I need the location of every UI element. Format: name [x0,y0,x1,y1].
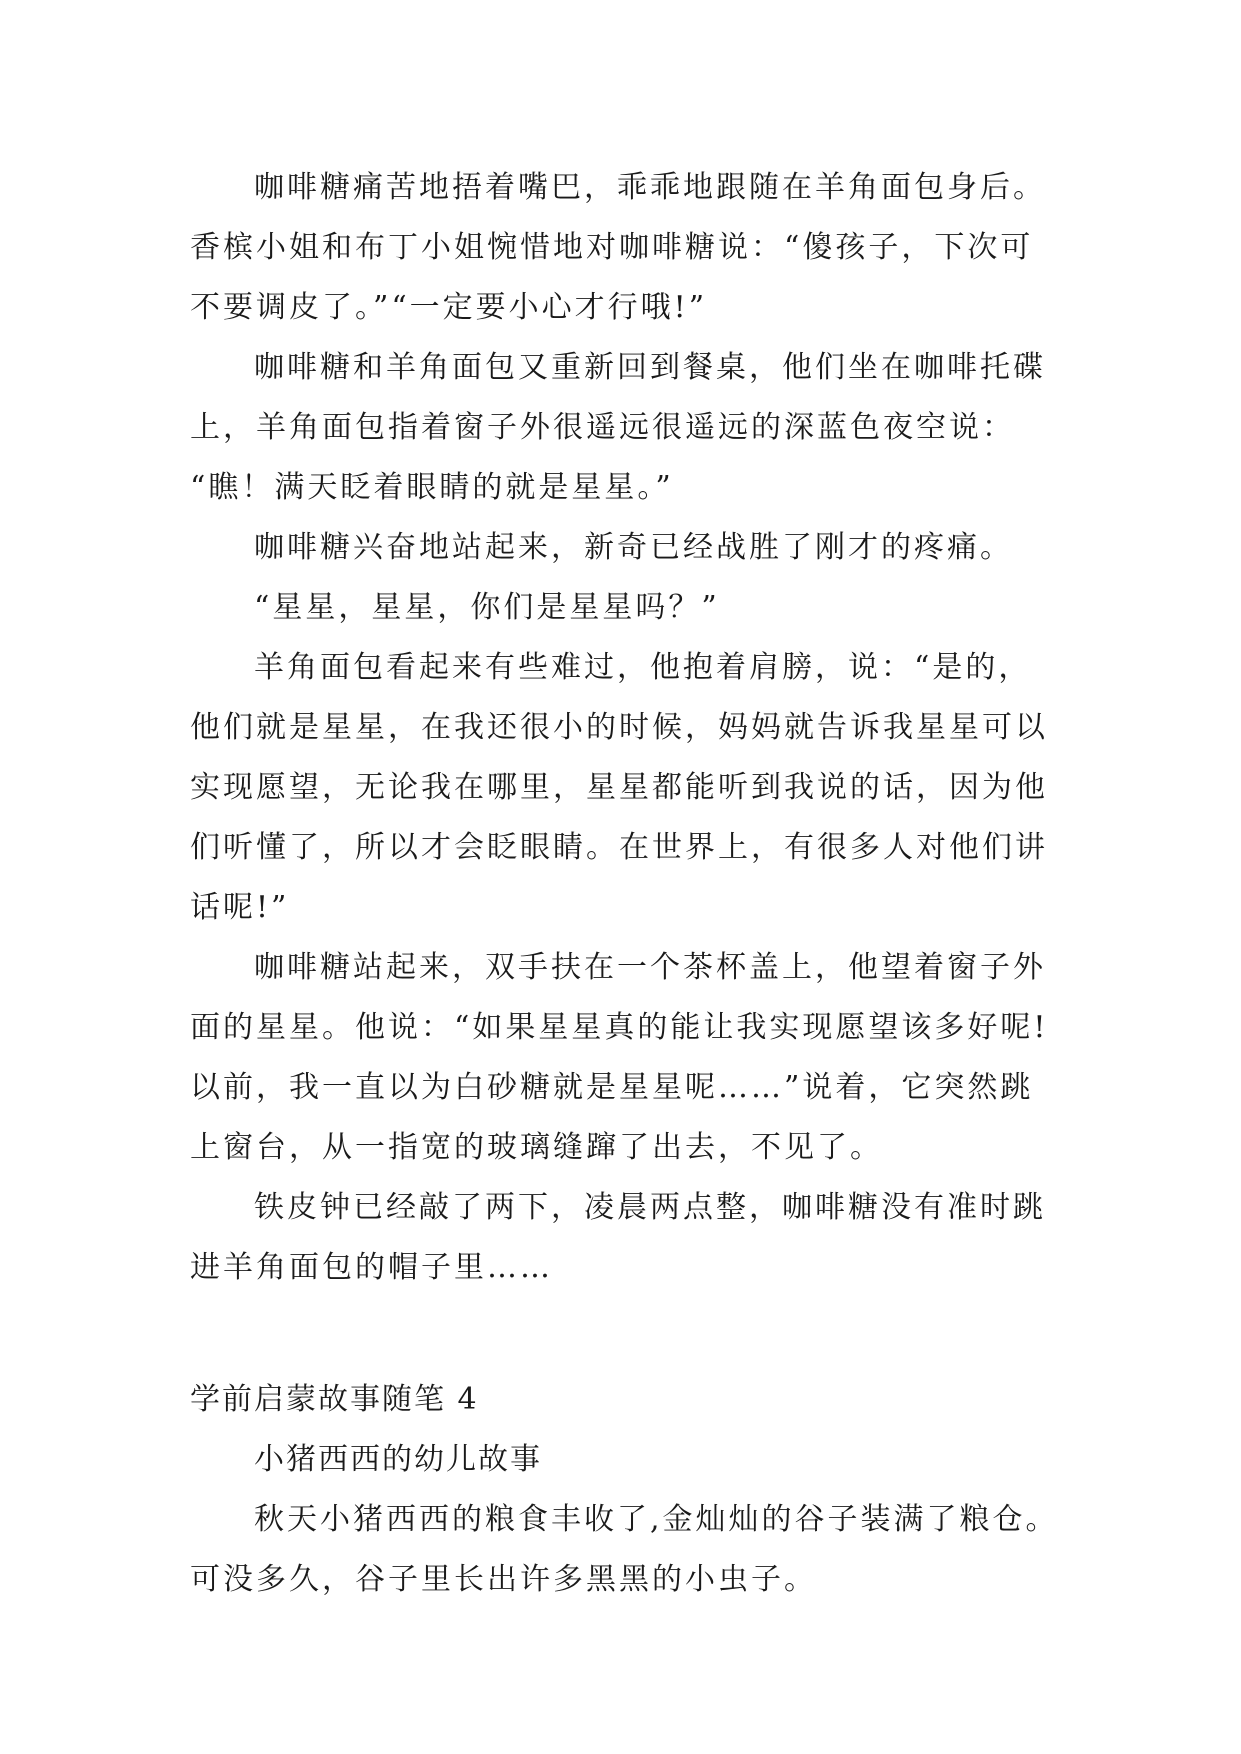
text-line: 秋天小猪西西的粮食丰收了,金灿灿的谷子装满了粮仓。 [254,1502,1059,1537]
text-line: 上窗台，从一指宽的玻璃缝蹿了出去，不见了。 [190,1130,883,1165]
text-line: 咖啡糖和羊角面包又重新回到餐桌，他们坐在咖啡托碟 [254,350,1046,385]
text-line: 话呢!” [190,890,290,925]
text-line: 不要调皮了。”“一定要小心才行哦!” [190,290,708,325]
text-line: 们听懂了，所以才会眨眼睛。在世界上，有很多人对他们讲 [190,830,1048,865]
text-line: 咖啡糖痛苦地捂着嘴巴，乖乖地跟随在羊角面包身后。 [254,170,1046,205]
text-line: 可没多久，谷子里长出许多黑黑的小虫子。 [190,1562,817,1597]
text-line: “星星，星星，你们是星星吗？” [254,590,720,625]
story-title: 小猪西西的幼儿故事 [254,1442,542,1477]
text-line: 他们就是星星，在我还很小的时候，妈妈就告诉我星星可以 [190,710,1048,745]
text-line: 羊角面包看起来有些难过，他抱着肩膀，说：“是的， [254,650,1032,685]
text-line: 咖啡糖兴奋地站起来，新奇已经战胜了刚才的疼痛。 [254,530,1013,565]
text-line: 铁皮钟已经敲了两下，凌晨两点整，咖啡糖没有准时跳 [254,1190,1046,1225]
text-line: 进羊角面包的帽子里…… [190,1250,553,1285]
section-spacer [190,1298,1070,1370]
text-line: 实现愿望，无论我在哪里，星星都能听到我说的话，因为他 [190,770,1048,805]
document-page [190,158,1070,1610]
text-line: 以前，我一直以为白砂糖就是星星呢……”说着，它突然跳 [190,1070,1034,1105]
section-title: 学前启蒙故事随笔 4 [190,1382,479,1417]
text-line: 上，羊角面包指着窗子外很遥远很遥远的深蓝色夜空说： [190,410,1015,445]
story-body-part-1 [190,158,1070,1298]
text-line: 香槟小姐和布丁小姐惋惜地对咖啡糖说：“傻孩子，下次可 [190,230,1034,265]
story-body-part-2 [190,1490,1070,1610]
text-line: “瞧！满天眨着眼睛的就是星星。” [190,470,674,505]
text-line: 面的星星。他说：“如果星星真的能让我实现愿望该多好呢! [190,1010,1049,1045]
text-line: 咖啡糖站起来，双手扶在一个茶杯盖上，他望着窗子外 [254,950,1046,985]
